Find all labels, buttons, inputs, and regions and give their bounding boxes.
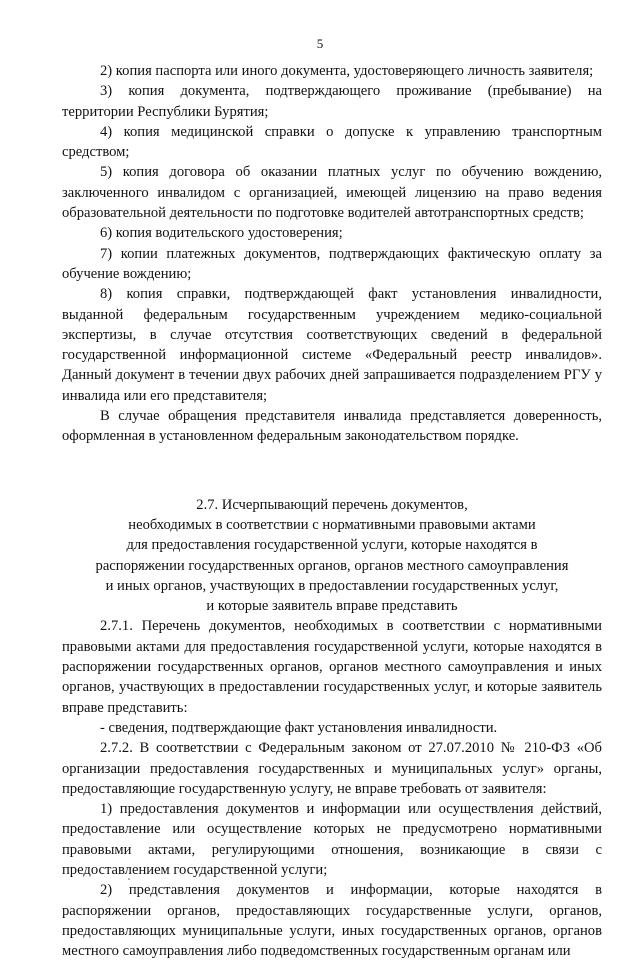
heading-line: распоряжении государственных органов, органов местного самоуправления — [95, 557, 569, 574]
scan-speck — [128, 878, 130, 880]
heading-line: 2.7. Исчерпывающий перечень документов, — [196, 496, 468, 513]
paragraph-disability-info: - сведения, подтверждающие факт установления инвалидности. — [100, 719, 498, 736]
paragraph-item-1: 1) предоставления документов и информации или осуществления действий, предоставление или осуществление которых не предусмотрено нормативными правовыми актами, регулирующими отношения, возникающие в связи с предоставлением государственной услуги; — [62, 801, 602, 878]
paragraph-2-7-1: 2.7.1. Перечень документов, необходимых в соответствии с нормативными правовыми актами для предоставления государственной услуги, которые находятся в распоряжении государственных органов, органов местного самоуправления и иных органов, участвующих в предоставлении государственных услуг, и которые заявитель вправе представить: — [62, 618, 602, 716]
page-number: 5 — [316, 36, 324, 51]
heading-line: и иных органов, участвующих в предоставлении государственных услуг, — [105, 577, 559, 594]
section-heading — [62, 495, 602, 617]
paragraph-item-2: 2) представления документов и информации, которые находятся в распоряжении органов, предоставляющих государственные услуги, органов, предоставляющих муниципальные услуги, иных государственных органов, органов местного самоуправления либо подведомственных государственным органам или — [62, 882, 602, 960]
list-item-passport: 2) копия паспорта или иного документа, удостоверяющего личность заявителя; — [100, 63, 594, 79]
heading-line: и которые заявитель вправе представить — [206, 598, 458, 615]
document-body — [62, 61, 602, 961]
list-item-residence: 3) копия документа, подтверждающего проживание (пребывание) на территории Республики Бурятия; — [62, 83, 602, 120]
paragraph-2-7-2: 2.7.2. В соответствии с Федеральным законом от 27.07.2010 № 210-ФЗ «Об организации предоставления государственных и муниципальных услуг» органы, предоставляющие государственную услугу, не вправе требовать от заявителя: — [62, 740, 602, 797]
list-item-disability-certificate: 8) копия справки, подтверждающей факт установления инвалидности, выданной федеральным государственным учреждением медико-социальной экспертизы, в случае отсутствия соответствующих сведений в федеральной государственной информационной системе «Федеральный реестр инвалидов». Данный документ в течении двух рабочих дней запрашивается подразделением РГУ у инвалида или его представителя; — [62, 286, 602, 404]
heading-line: для предоставления государственной услуги, которые находятся в — [126, 537, 538, 554]
list-item-license: 6) копия водительского удостоверения; — [100, 225, 343, 242]
heading-line: необходимых в соответствии с нормативными правовыми актами — [128, 516, 536, 533]
list-item-contract: 5) копия договора об оказании платных услуг по обучению вождению, заключенного инвалидом с организацией, имеющей лицензию на право ведения образовательной деятельности по подготовке водителей автотранспортных средств; — [62, 164, 602, 222]
section-gap — [62, 447, 602, 495]
list-item-payment: 7) копии платежных документов, подтверждающих фактическую оплату за обучение вождению; — [62, 245, 602, 282]
paragraph-representative: В случае обращения представителя инвалида представляется доверенность, оформленная в установленном федеральным законодательством порядке. — [62, 408, 602, 445]
list-item-medical: 4) копия медицинской справки о допуске к управлению транспортным средством; — [62, 123, 602, 161]
